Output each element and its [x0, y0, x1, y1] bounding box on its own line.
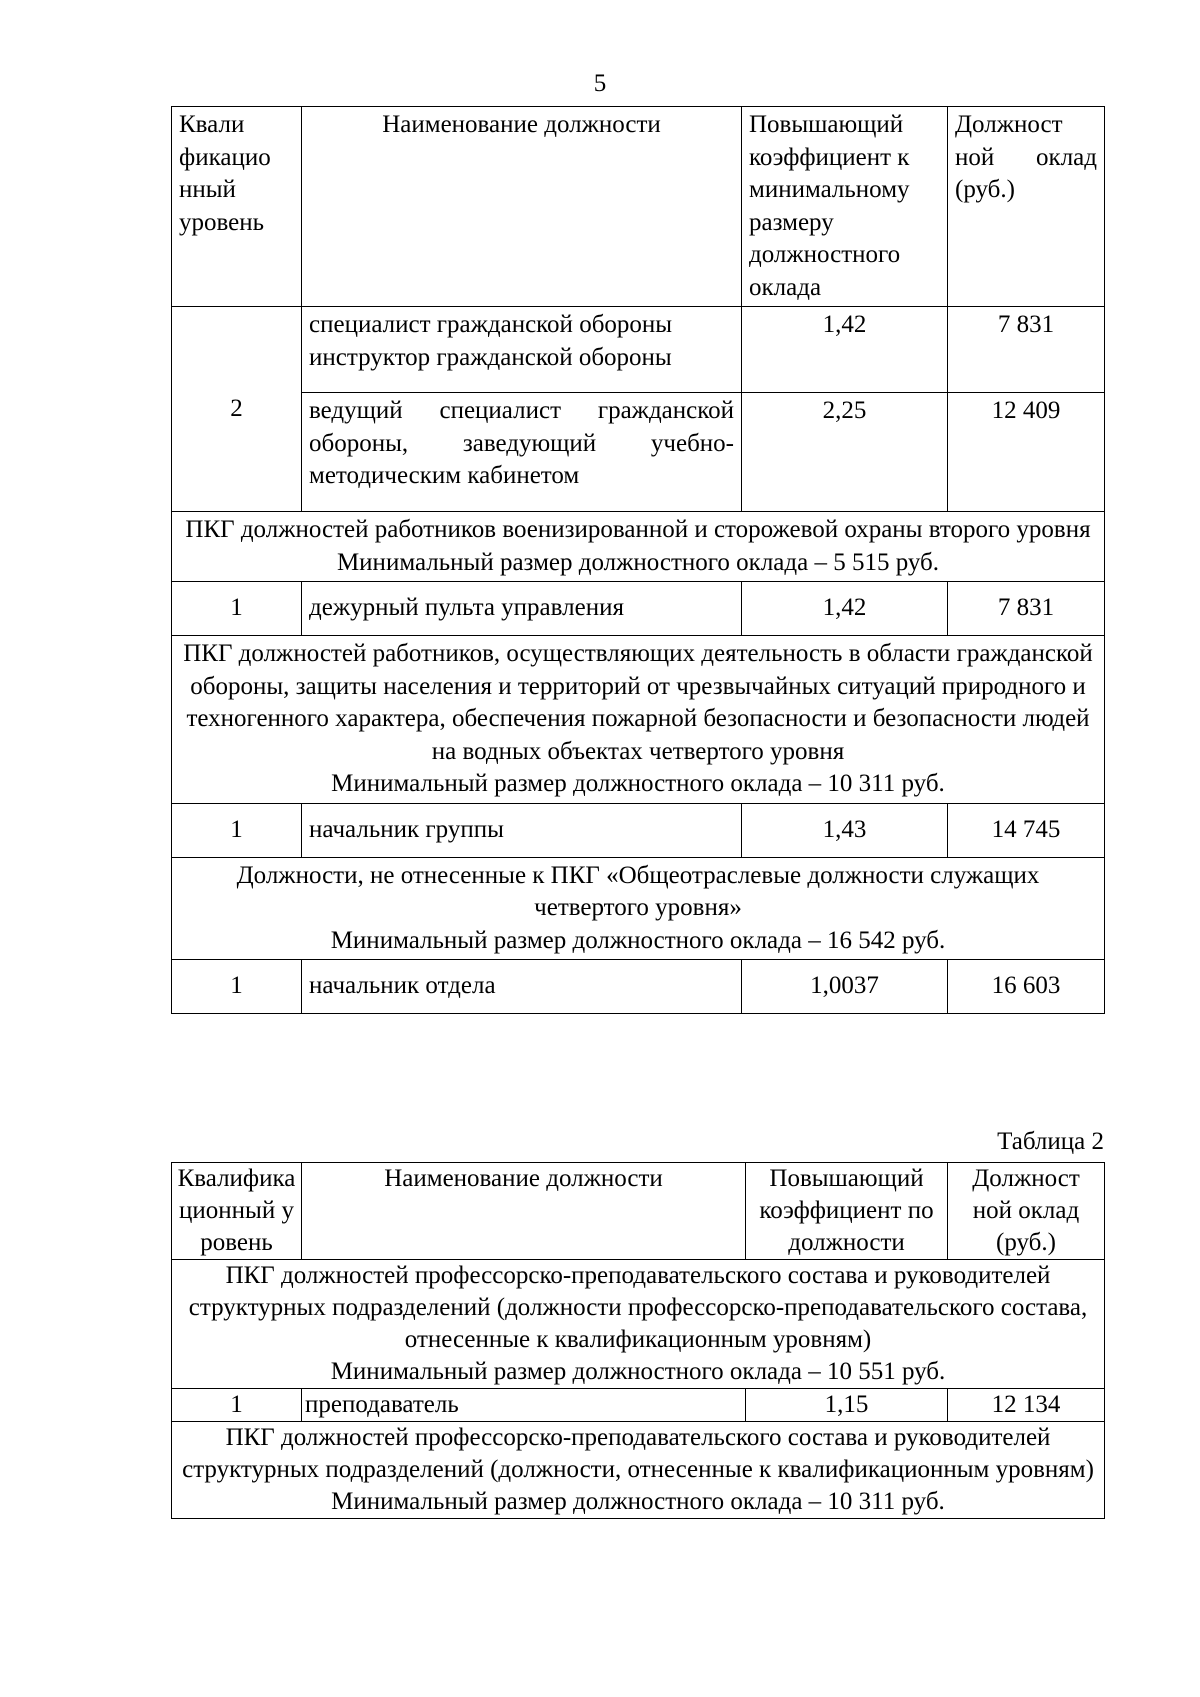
group-heading-row: [172, 512, 1105, 582]
header-position: Наименование должности: [302, 1163, 746, 1260]
salary-value: 12 134: [948, 1389, 1105, 1422]
group-title: ПКГ должностей работников военизированной и сторожевой охраны второго уровня: [185, 516, 1091, 543]
header-level: Квали фикацио нный уровень: [172, 107, 302, 307]
header-position: Наименование должности: [302, 107, 742, 307]
group-heading: [172, 1260, 1105, 1389]
header-salary: Должност ной оклад (руб.): [948, 1163, 1105, 1260]
position-name: ведущий специалист гражданской обороны, заведующий учебно-методическим кабинетом: [302, 393, 742, 512]
salary-value: 7 831: [948, 582, 1105, 636]
group-title: Должности, не отнесенные к ПКГ «Общеотраслевые должности служащих четвертого уровня»: [236, 861, 1040, 921]
qualification-level: 1: [172, 1389, 302, 1422]
position-name: дежурный пульта управления: [302, 582, 742, 636]
header-coefficient: Повышающий коэффициент по должности: [746, 1163, 948, 1260]
table-row: [172, 582, 1105, 636]
table-header-row: [172, 107, 1105, 307]
coefficient-value: 1,42: [742, 307, 948, 393]
group-heading-row: [172, 857, 1105, 960]
salary-value: 14 745: [948, 803, 1105, 857]
salary-value: 16 603: [948, 960, 1105, 1014]
group-min-salary: Минимальный размер должностного оклада – 10 311 руб.: [331, 1488, 945, 1515]
group-title: ПКГ должностей профессорско-преподавательского состава и руководителей структурных подразделений (должности, отнесенные к квалификационным уровням): [182, 1424, 1094, 1483]
group-heading-row: [172, 1422, 1105, 1519]
group-heading-row: [172, 1260, 1105, 1389]
position-name: начальник отдела: [302, 960, 742, 1014]
table-row: [172, 1389, 1105, 1422]
coefficient-value: 2,25: [742, 393, 948, 512]
salary-table-2: [171, 1162, 1105, 1519]
table-row: [172, 307, 1105, 393]
salary-value: 7 831: [948, 307, 1105, 393]
position-name: начальник группы: [302, 803, 742, 857]
table-header-row: [172, 1163, 1105, 1260]
header-level: Квалификационный уровень: [172, 1163, 302, 1260]
qualification-level: 1: [172, 582, 302, 636]
header-salary: Должност ной оклад (руб.): [948, 107, 1105, 307]
group-heading-row: [172, 636, 1105, 804]
coefficient-value: 1,43: [742, 803, 948, 857]
coefficient-value: 1,42: [742, 582, 948, 636]
group-min-salary: Минимальный размер должностного оклада – 16 542 руб.: [330, 926, 946, 954]
table-row: [172, 803, 1105, 857]
table-row: [172, 393, 1105, 512]
qualification-level: 2: [172, 307, 302, 512]
coefficient-value: 1,15: [746, 1389, 948, 1422]
group-heading: [172, 512, 1105, 582]
group-min-salary: Минимальный размер должностного оклада – 10 551 руб.: [330, 1358, 946, 1385]
position-name: преподаватель: [302, 1389, 746, 1422]
group-title: ПКГ должностей работников, осуществляющих деятельность в области гражданской обороны, защиты населения и территорий от чрезвычайных ситуаций природного и техногенного характера, обеспечения пожарной безопасности и безопасности людей на водных объектах четвертого уровня: [183, 640, 1093, 765]
coefficient-value: 1,0037: [742, 960, 948, 1014]
group-heading: [172, 636, 1105, 804]
position-name: специалист гражданской обороны инструктор гражданской обороны: [302, 307, 742, 393]
table-row: [172, 960, 1105, 1014]
salary-table-1: [171, 106, 1105, 1014]
group-min-salary: Минимальный размер должностного оклада – 10 311 руб.: [331, 770, 945, 797]
group-min-salary: Минимальный размер должностного оклада – 5 515 руб.: [336, 548, 940, 576]
salary-value: 12 409: [948, 393, 1105, 512]
header-coefficient: Повышающий коэффициент к минимальному размеру должностного оклада: [742, 107, 948, 307]
qualification-level: 1: [172, 960, 302, 1014]
page-number: 5: [593, 70, 607, 97]
table-caption: Таблица 2: [997, 1128, 1104, 1155]
group-heading: [172, 857, 1105, 960]
group-title: ПКГ должностей профессорско-преподавательского состава и руководителей структурных подразделений (должности профессорско-преподавательского состава, отнесенные к квалификационным уровням): [188, 1262, 1088, 1353]
group-heading: [172, 1422, 1105, 1519]
qualification-level: 1: [172, 803, 302, 857]
